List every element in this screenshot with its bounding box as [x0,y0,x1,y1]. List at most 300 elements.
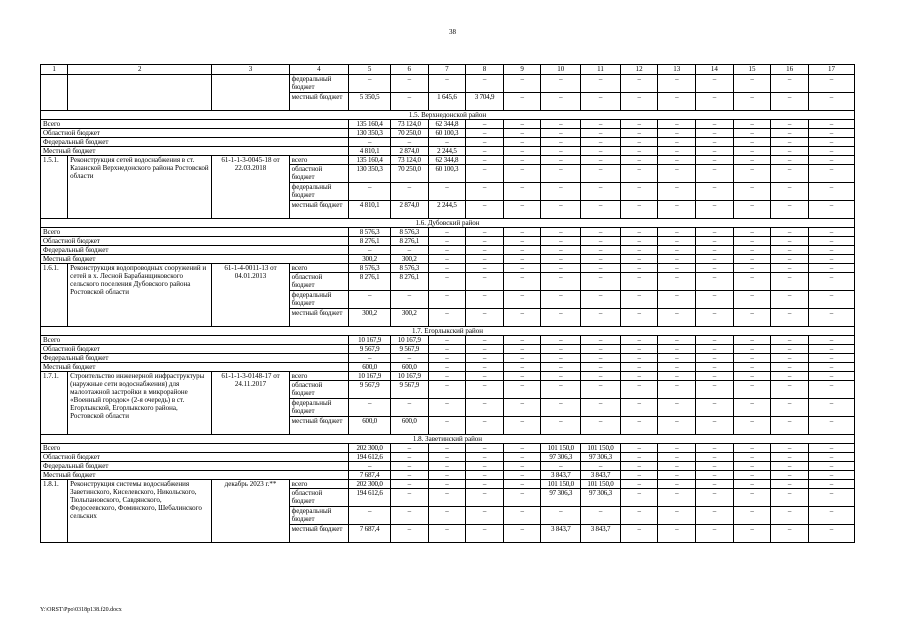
value-cell: – [771,165,809,183]
value-cell: – [696,237,734,246]
value-cell: – [503,417,541,435]
value-cell: – [658,273,696,291]
item-row [41,156,855,165]
value-cell: – [733,372,771,381]
value-cell: – [733,246,771,255]
budget-table [40,64,855,543]
value-cell: – [658,363,696,372]
item-name: Реконструкция системы водоснабжения Заветинского, Киселевского, Никольского, Тюльпановского, Савдянского, Федосеевского, Фоминского, Шебалинского сельских [68,480,212,543]
value-cell: – [696,309,734,327]
value-cell: – [808,354,854,363]
value-cell: 300,2 [349,309,391,327]
value-cell: – [733,255,771,264]
value-cell: 2 874,0 [391,201,429,219]
value-cell: – [466,399,504,417]
value-cell: – [581,336,621,345]
value-cell: – [541,417,581,435]
value-cell: – [696,480,734,489]
column-number: 9 [503,65,541,75]
value-cell: – [541,201,581,219]
value-cell: 3 843,7 [541,471,581,480]
summary-label: Местный бюджет [41,255,349,264]
value-cell: 70 250,0 [391,165,429,183]
value-cell: 9 567,9 [349,381,391,399]
value-cell: – [808,246,854,255]
footer-file-path: Y:\ORST\Ppo\0318p138.f20.docx [40,607,122,613]
value-cell: – [620,363,658,372]
column-number: 2 [68,65,212,75]
value-cell: – [658,264,696,273]
value-cell: – [541,228,581,237]
value-cell: – [581,120,621,129]
budget-type-label: всего [289,372,349,381]
item-row [41,372,855,381]
value-cell: – [808,471,854,480]
value-cell: – [696,93,734,111]
value-cell: – [733,507,771,525]
summary-label: Областной бюджет [41,345,349,354]
value-cell: – [771,462,809,471]
value-cell: – [466,147,504,156]
summary-row [41,120,855,129]
value-cell: – [503,291,541,309]
value-cell: – [771,201,809,219]
value-cell: – [696,372,734,381]
value-cell: – [733,237,771,246]
value-cell: – [541,309,581,327]
column-number: 1 [41,65,68,75]
value-cell: – [733,381,771,399]
value-cell: 3 704,9 [466,93,504,111]
value-cell: – [349,246,391,255]
value-cell: – [658,399,696,417]
value-cell: – [620,237,658,246]
value-cell: 8 576,3 [391,264,429,273]
value-cell: 10 167,9 [391,372,429,381]
value-cell: – [503,255,541,264]
value-cell: – [503,237,541,246]
value-cell: – [696,345,734,354]
value-cell: – [581,237,621,246]
value-cell: 7 687,4 [349,471,391,480]
value-cell: – [541,399,581,417]
summary-row [41,471,855,480]
value-cell: – [541,93,581,111]
value-cell: – [428,507,466,525]
value-cell: – [466,120,504,129]
value-cell: – [581,399,621,417]
column-number: 3 [212,65,289,75]
value-cell: – [733,228,771,237]
value-cell: – [808,489,854,507]
budget-type-label: местный бюджет [289,201,349,219]
value-cell: – [541,138,581,147]
summary-row [41,129,855,138]
value-cell: – [620,381,658,399]
item-document: 61-1-1-3-0045-18 от 22.03.2018 [212,156,289,219]
value-cell: 3 843,7 [541,525,581,543]
value-cell: – [696,525,734,543]
value-cell: – [658,93,696,111]
value-cell: – [541,237,581,246]
column-number: 7 [428,65,466,75]
item-row [41,264,855,273]
value-cell: – [658,255,696,264]
value-cell: – [771,444,809,453]
value-cell: – [581,363,621,372]
value-cell: – [541,147,581,156]
value-cell: – [733,489,771,507]
value-cell: – [503,309,541,327]
value-cell: – [696,489,734,507]
value-cell: – [391,489,429,507]
value-cell: – [581,156,621,165]
value-cell: – [541,507,581,525]
value-cell: – [581,345,621,354]
value-cell: – [696,354,734,363]
value-cell: – [581,129,621,138]
value-cell: – [771,453,809,462]
summary-row [41,255,855,264]
value-cell: – [696,471,734,480]
value-cell: – [503,372,541,381]
budget-type-label: федеральный бюджет [289,399,349,417]
summary-label: Федеральный бюджет [41,246,349,255]
value-cell: – [808,156,854,165]
value-cell: – [620,354,658,363]
value-cell: 97 306,3 [541,453,581,462]
value-cell: – [581,291,621,309]
value-cell: 9 567,9 [391,381,429,399]
value-cell: – [503,201,541,219]
value-cell: 300,2 [391,255,429,264]
column-number: 10 [541,65,581,75]
value-cell: 97 306,3 [581,489,621,507]
value-cell: – [466,417,504,435]
section-title-row [41,111,855,120]
summary-row [41,336,855,345]
value-cell: – [503,471,541,480]
value-cell: – [391,399,429,417]
value-cell: – [620,75,658,93]
value-cell: – [541,363,581,372]
value-cell: – [620,291,658,309]
value-cell: – [541,120,581,129]
value-cell: – [733,201,771,219]
value-cell: 3 843,7 [581,471,621,480]
value-cell: – [503,129,541,138]
value-cell: – [771,246,809,255]
value-cell: – [620,246,658,255]
value-cell: – [391,507,429,525]
budget-type-label: местный бюджет [289,417,349,435]
value-cell: – [503,138,541,147]
value-cell: 5 350,5 [349,93,391,111]
value-cell: – [466,372,504,381]
value-cell: 8 576,3 [391,228,429,237]
value-cell: – [466,237,504,246]
summary-label: Местный бюджет [41,471,349,480]
value-cell: – [733,417,771,435]
value-cell: – [696,183,734,201]
value-cell: – [808,237,854,246]
column-number: 17 [808,65,854,75]
value-cell: – [503,120,541,129]
value-cell: – [620,138,658,147]
value-cell: – [503,246,541,255]
value-cell: – [581,264,621,273]
value-cell: – [541,291,581,309]
value-cell: – [620,462,658,471]
summary-label: Местный бюджет [41,147,349,156]
value-cell: – [658,336,696,345]
value-cell: – [391,93,429,111]
value-cell: – [733,453,771,462]
value-cell: – [658,201,696,219]
section-title-row [41,327,855,336]
value-cell: – [696,228,734,237]
column-number: 8 [466,65,504,75]
value-cell: – [620,480,658,489]
value-cell: 101 150,0 [581,480,621,489]
value-cell: – [349,75,391,93]
value-cell: – [733,75,771,93]
item-row [41,480,855,489]
value-cell: – [733,156,771,165]
value-cell: – [391,183,429,201]
summary-row [41,444,855,453]
value-cell: – [696,363,734,372]
value-cell: – [581,183,621,201]
value-cell: – [503,444,541,453]
value-cell: – [658,291,696,309]
value-cell: – [466,462,504,471]
value-cell: – [391,138,429,147]
value-cell: – [696,156,734,165]
value-cell: – [808,147,854,156]
value-cell: – [658,147,696,156]
value-cell: 600,0 [391,417,429,435]
value-cell: – [733,120,771,129]
value-cell: – [658,345,696,354]
value-cell: – [771,417,809,435]
value-cell: – [696,453,734,462]
value-cell: – [428,471,466,480]
value-cell: – [696,129,734,138]
value-cell: – [541,156,581,165]
value-cell: – [391,291,429,309]
value-cell: – [658,165,696,183]
value-cell: – [349,138,391,147]
value-cell: – [658,525,696,543]
value-cell: – [771,129,809,138]
page-number: 38 [449,28,456,36]
column-number: 16 [771,65,809,75]
value-cell: – [808,120,854,129]
value-cell: – [466,381,504,399]
value-cell: – [733,183,771,201]
value-cell: – [733,93,771,111]
value-cell: – [581,309,621,327]
value-cell: – [466,273,504,291]
value-cell: – [808,345,854,354]
value-cell: – [581,246,621,255]
value-cell: – [771,381,809,399]
value-cell: – [503,165,541,183]
value-cell: – [541,165,581,183]
value-cell: – [466,291,504,309]
value-cell: 73 124,0 [391,156,429,165]
value-cell: – [808,93,854,111]
value-cell: – [581,75,621,93]
value-cell: – [808,363,854,372]
value-cell: – [620,507,658,525]
value-cell: – [541,255,581,264]
value-cell: – [466,309,504,327]
section-title: 1.6. Дубовский район [41,219,855,228]
section-title: 1.8. Заветинский район [41,435,855,444]
value-cell: – [581,165,621,183]
empty-cell [68,75,212,111]
value-cell: – [658,507,696,525]
value-cell: 10 167,9 [391,336,429,345]
value-cell: – [503,228,541,237]
value-cell: – [696,507,734,525]
value-cell: – [466,489,504,507]
value-cell: – [733,147,771,156]
value-cell: – [808,273,854,291]
value-cell: – [581,372,621,381]
value-cell: – [771,138,809,147]
value-cell: 8 276,1 [349,273,391,291]
value-cell: – [658,462,696,471]
value-cell: – [808,75,854,93]
value-cell: – [808,381,854,399]
value-cell: – [620,345,658,354]
value-cell: – [658,444,696,453]
summary-label: Областной бюджет [41,237,349,246]
value-cell: 2 244,5 [428,147,466,156]
value-cell: – [391,480,429,489]
value-cell: – [466,138,504,147]
value-cell: – [696,336,734,345]
value-cell: – [428,183,466,201]
value-cell: – [696,462,734,471]
value-cell: – [466,525,504,543]
value-cell: – [771,525,809,543]
value-cell: – [771,183,809,201]
value-cell: – [620,525,658,543]
value-cell: 202 300,0 [349,480,391,489]
value-cell: – [466,165,504,183]
item-number: 1.7.1. [41,372,68,435]
value-cell: – [581,417,621,435]
value-cell: – [503,462,541,471]
budget-type-label: местный бюджет [289,309,349,327]
value-cell: – [771,156,809,165]
value-cell: – [808,183,854,201]
value-cell: – [733,138,771,147]
value-cell: – [808,462,854,471]
value-cell: – [349,462,391,471]
value-cell: – [808,417,854,435]
value-cell: – [658,156,696,165]
value-cell: – [349,183,391,201]
budget-type-label: областной бюджет [289,273,349,291]
value-cell: – [620,183,658,201]
item-number: 1.5.1. [41,156,68,219]
value-cell: – [696,444,734,453]
value-cell: – [771,372,809,381]
empty-cell [212,75,289,111]
value-cell: – [391,354,429,363]
value-cell: – [503,183,541,201]
column-numbers-row [41,65,855,75]
value-cell: – [771,93,809,111]
budget-type-label: всего [289,264,349,273]
value-cell: – [658,237,696,246]
budget-type-label: местный бюджет [289,525,349,543]
value-cell: – [808,138,854,147]
summary-row [41,246,855,255]
value-cell: 130 350,3 [349,129,391,138]
value-cell: – [733,291,771,309]
value-cell: 130 350,3 [349,165,391,183]
value-cell: – [696,165,734,183]
value-cell: – [696,273,734,291]
value-cell: – [620,273,658,291]
value-cell: – [808,444,854,453]
value-cell: – [428,462,466,471]
value-cell: – [581,462,621,471]
value-cell: – [581,138,621,147]
value-cell: – [391,453,429,462]
value-cell: – [466,345,504,354]
value-cell: – [503,507,541,525]
value-cell: – [771,255,809,264]
value-cell: 8 276,1 [391,273,429,291]
summary-label: Федеральный бюджет [41,462,349,471]
value-cell: – [733,525,771,543]
value-cell: – [808,291,854,309]
value-cell: – [620,156,658,165]
value-cell: – [733,165,771,183]
value-cell: – [808,480,854,489]
value-cell: – [733,354,771,363]
item-document: 61-1-1-3-0148-17 от 24.11.2017 [212,372,289,435]
value-cell: – [349,399,391,417]
summary-label: Всего [41,444,349,453]
value-cell: 62 344,8 [428,156,466,165]
value-cell: 600,0 [349,417,391,435]
budget-type-label: областной бюджет [289,165,349,183]
value-cell: – [428,489,466,507]
value-cell: – [428,417,466,435]
value-cell: – [541,183,581,201]
value-cell: – [733,399,771,417]
value-cell: 97 306,3 [541,489,581,507]
value-cell: – [503,264,541,273]
value-cell: – [808,336,854,345]
value-cell: – [620,372,658,381]
value-cell: – [466,507,504,525]
value-cell: – [541,246,581,255]
value-cell: – [733,264,771,273]
value-cell: – [658,480,696,489]
value-cell: – [733,444,771,453]
summary-row [41,462,855,471]
value-cell: – [808,507,854,525]
